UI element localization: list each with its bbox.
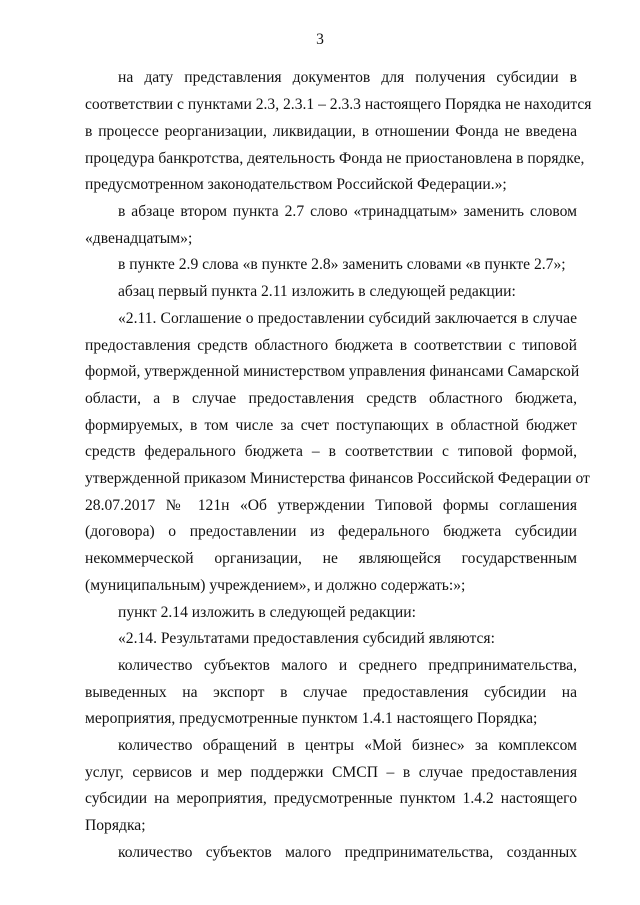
text-line: формируемых, в том числе за счет поступающих в областной бюджет xyxy=(85,417,577,434)
text-line: абзац первый пункта 2.11 изложить в следующей редакции: xyxy=(118,283,516,300)
text-line: «2.11. Соглашение о предоставлении субсидий заключается в случае xyxy=(118,310,577,327)
text-line: количество обращений в центры «Мой бизнес» за комплексом xyxy=(118,737,577,754)
text-line: количество субъектов малого и среднего предпринимательства, xyxy=(118,657,577,674)
text-line: услуг, сервисов и мер поддержки СМСП – в случае предоставления xyxy=(85,764,577,781)
text-line: на дату представления документов для получения субсидии в xyxy=(118,69,577,86)
text-line: в пункте 2.9 слова «в пункте 2.8» заменить словами «в пункте 2.7»; xyxy=(118,256,566,273)
text-line: (муниципальным) учреждением», и должно содержать:»; xyxy=(85,577,466,594)
text-line: в абзаце втором пункта 2.7 слово «тринадцатым» заменить словом xyxy=(118,203,577,220)
text-line: предусмотренном законодательством Российской Федерации.»; xyxy=(85,176,507,193)
text-line: субсидии на мероприятия, предусмотренные пунктом 1.4.2 настоящего xyxy=(85,790,577,807)
text-line: «2.14. Результатами предоставления субсидий являются: xyxy=(118,630,495,647)
text-line: процедура банкротства, деятельность Фонда не приостановлена в порядке, xyxy=(85,150,585,167)
text-line: количество субъектов малого предпринимательства, созданных xyxy=(118,844,577,861)
text-line: (договора) о предоставлении из федерального бюджета субсидии xyxy=(85,523,577,540)
text-line: Порядка; xyxy=(85,817,146,834)
text-line: утвержденной приказом Министерства финансов Российской Федерации от xyxy=(85,470,590,487)
page-number: 3 xyxy=(316,31,324,48)
text-line: в процессе реорганизации, ликвидации, в отношении Фонда не введена xyxy=(85,123,577,140)
text-line: соответствии с пунктами 2.3, 2.3.1 – 2.3.3 настоящего Порядка не находится xyxy=(85,96,592,113)
text-line: мероприятия, предусмотренные пунктом 1.4.1 настоящего Порядка; xyxy=(85,710,538,727)
text-line: формой, утвержденной министерством управления финансами Самарской xyxy=(85,363,580,380)
text-line: области, а в случае предоставления средств областного бюджета, xyxy=(85,390,577,407)
text-line: выведенных на экспорт в случае предоставления субсидии на xyxy=(85,684,577,701)
text-line: 28.07.2017 № 121н «Об утверждении Типовой формы соглашения xyxy=(85,497,577,514)
text-line: пункт 2.14 изложить в следующей редакции: xyxy=(118,604,416,621)
text-line: предоставления средств областного бюджета в соответствии с типовой xyxy=(85,337,577,354)
text-line: некоммерческой организации, не являющейся государственным xyxy=(85,550,577,567)
text-line: «двенадцатым»; xyxy=(85,230,193,247)
text-line: средств федерального бюджета – в соответствии с типовой формой, xyxy=(85,443,577,460)
